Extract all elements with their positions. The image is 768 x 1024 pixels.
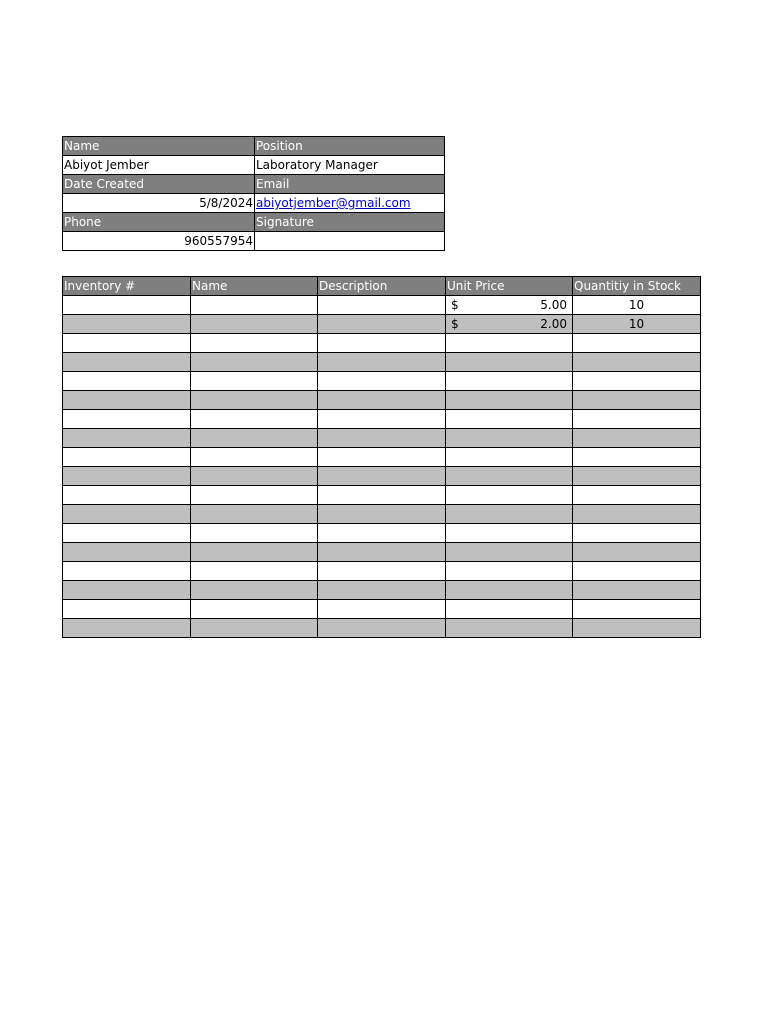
header-name: Name xyxy=(191,277,318,296)
table-row xyxy=(63,581,701,600)
item-name-cell[interactable] xyxy=(191,372,318,391)
description-cell[interactable] xyxy=(318,429,446,448)
quantity-in-stock-cell[interactable] xyxy=(573,581,701,600)
inventory-body xyxy=(63,296,701,638)
table-row xyxy=(63,619,701,638)
inventory-header-row xyxy=(63,277,701,296)
item-name-cell[interactable] xyxy=(191,315,318,334)
unit-price-wrapper xyxy=(447,296,571,314)
header-quantity-in-stock: Quantitiy in Stock xyxy=(573,277,701,296)
description-cell[interactable] xyxy=(318,353,446,372)
header-unit-price: Unit Price xyxy=(446,277,573,296)
table-row xyxy=(63,429,701,448)
description-cell[interactable] xyxy=(318,296,446,315)
quantity-in-stock-cell[interactable] xyxy=(573,334,701,353)
inventory-number-cell[interactable] xyxy=(63,410,191,429)
item-name-cell[interactable] xyxy=(191,296,318,315)
inventory-number-cell[interactable] xyxy=(63,372,191,391)
description-cell[interactable] xyxy=(318,334,446,353)
date-created-label: Date Created xyxy=(63,175,255,194)
description-cell[interactable] xyxy=(318,448,446,467)
unit-price-cell[interactable] xyxy=(446,315,573,334)
description-cell[interactable] xyxy=(318,562,446,581)
table-row xyxy=(63,486,701,505)
unit-price-cell[interactable] xyxy=(446,334,573,353)
inventory-number-cell[interactable] xyxy=(63,562,191,581)
inventory-number-cell[interactable] xyxy=(63,505,191,524)
unit-price-cell[interactable] xyxy=(446,429,573,448)
quantity-in-stock-cell[interactable]: 10 xyxy=(573,315,701,334)
item-name-cell[interactable] xyxy=(191,524,318,543)
table-row xyxy=(63,562,701,581)
table-row xyxy=(63,410,701,429)
unit-price-cell[interactable] xyxy=(446,391,573,410)
quantity-in-stock-cell[interactable] xyxy=(573,372,701,391)
unit-price-cell[interactable] xyxy=(446,372,573,391)
quantity-in-stock-cell[interactable] xyxy=(573,429,701,448)
email-link[interactable]: abiyotjember@gmail.com xyxy=(256,196,411,210)
date-created-value[interactable]: 5/8/2024 xyxy=(63,194,255,213)
position-label: Position xyxy=(255,137,445,156)
quantity-in-stock-cell[interactable] xyxy=(573,524,701,543)
phone-label: Phone xyxy=(63,213,255,232)
inventory-number-cell[interactable] xyxy=(63,619,191,638)
inventory-number-cell[interactable] xyxy=(63,581,191,600)
quantity-in-stock-cell[interactable] xyxy=(573,448,701,467)
item-name-cell[interactable] xyxy=(191,334,318,353)
table-row xyxy=(63,524,701,543)
quantity-in-stock-cell[interactable] xyxy=(573,543,701,562)
unit-price-value: 5.00 xyxy=(540,298,567,312)
unit-price-cell[interactable] xyxy=(446,467,573,486)
quantity-in-stock-cell[interactable] xyxy=(573,600,701,619)
table-row xyxy=(63,543,701,562)
quantity-in-stock-cell[interactable] xyxy=(573,505,701,524)
unit-price-cell[interactable] xyxy=(446,600,573,619)
item-name-cell[interactable] xyxy=(191,619,318,638)
unit-price-cell[interactable] xyxy=(446,505,573,524)
inventory-number-cell[interactable] xyxy=(63,429,191,448)
inventory-table xyxy=(62,276,701,638)
quantity-in-stock-cell[interactable]: 10 xyxy=(573,296,701,315)
unit-price-cell[interactable] xyxy=(446,619,573,638)
quantity-in-stock-cell[interactable] xyxy=(573,467,701,486)
unit-price-cell[interactable] xyxy=(446,296,573,315)
table-row xyxy=(63,448,701,467)
table-row xyxy=(63,505,701,524)
inventory-number-cell[interactable] xyxy=(63,486,191,505)
unit-price-cell[interactable] xyxy=(446,410,573,429)
employee-info-table xyxy=(62,136,445,251)
table-row xyxy=(63,353,701,372)
unit-price-value: 2.00 xyxy=(540,317,567,331)
item-name-cell[interactable] xyxy=(191,543,318,562)
signature-label: Signature xyxy=(255,213,445,232)
quantity-in-stock-cell[interactable] xyxy=(573,562,701,581)
inventory-number-cell[interactable] xyxy=(63,334,191,353)
item-name-cell[interactable] xyxy=(191,486,318,505)
table-row xyxy=(63,315,701,334)
table-row xyxy=(63,296,701,315)
header-description: Description xyxy=(318,277,446,296)
inventory-number-cell[interactable] xyxy=(63,448,191,467)
unit-price-cell[interactable] xyxy=(446,448,573,467)
inventory-number-cell[interactable] xyxy=(63,391,191,410)
description-cell[interactable] xyxy=(318,619,446,638)
item-name-cell[interactable] xyxy=(191,391,318,410)
quantity-in-stock-cell[interactable] xyxy=(573,410,701,429)
name-value[interactable]: Abiyot Jember xyxy=(63,156,255,175)
inventory-number-cell[interactable] xyxy=(63,315,191,334)
name-label: Name xyxy=(63,137,255,156)
item-name-cell[interactable] xyxy=(191,581,318,600)
item-name-cell[interactable] xyxy=(191,410,318,429)
description-cell[interactable] xyxy=(318,505,446,524)
position-value[interactable]: Laboratory Manager xyxy=(255,156,445,175)
description-cell[interactable] xyxy=(318,581,446,600)
unit-price-cell[interactable] xyxy=(446,543,573,562)
unit-price-cell[interactable] xyxy=(446,581,573,600)
quantity-in-stock-cell[interactable] xyxy=(573,353,701,372)
table-row xyxy=(63,391,701,410)
description-cell[interactable] xyxy=(318,372,446,391)
inventory-number-cell[interactable] xyxy=(63,467,191,486)
phone-value[interactable]: 960557954 xyxy=(63,232,255,251)
currency-symbol: $ xyxy=(451,298,459,312)
description-cell[interactable] xyxy=(318,543,446,562)
unit-price-wrapper xyxy=(447,315,571,333)
currency-symbol: $ xyxy=(451,317,459,331)
item-name-cell[interactable] xyxy=(191,600,318,619)
signature-value[interactable] xyxy=(255,232,445,251)
inventory-number-cell[interactable] xyxy=(63,353,191,372)
item-name-cell[interactable] xyxy=(191,448,318,467)
description-cell[interactable] xyxy=(318,391,446,410)
table-row xyxy=(63,467,701,486)
email-label: Email xyxy=(255,175,445,194)
item-name-cell[interactable] xyxy=(191,467,318,486)
description-cell[interactable] xyxy=(318,600,446,619)
description-cell[interactable] xyxy=(318,410,446,429)
quantity-in-stock-cell[interactable] xyxy=(573,391,701,410)
inventory-number-cell[interactable] xyxy=(63,600,191,619)
description-cell[interactable] xyxy=(318,315,446,334)
header-inventory-number: Inventory # xyxy=(63,277,191,296)
inventory-number-cell[interactable] xyxy=(63,543,191,562)
inventory-number-cell[interactable] xyxy=(63,296,191,315)
quantity-in-stock-cell[interactable] xyxy=(573,619,701,638)
table-row xyxy=(63,334,701,353)
unit-price-cell[interactable] xyxy=(446,353,573,372)
table-row xyxy=(63,600,701,619)
item-name-cell[interactable] xyxy=(191,505,318,524)
inventory-number-cell[interactable] xyxy=(63,524,191,543)
item-name-cell[interactable] xyxy=(191,353,318,372)
item-name-cell[interactable] xyxy=(191,562,318,581)
table-row xyxy=(63,372,701,391)
unit-price-cell[interactable] xyxy=(446,486,573,505)
unit-price-cell[interactable] xyxy=(446,562,573,581)
email-cell[interactable] xyxy=(255,194,445,213)
quantity-in-stock-cell[interactable] xyxy=(573,486,701,505)
description-cell[interactable] xyxy=(318,486,446,505)
description-cell[interactable] xyxy=(318,467,446,486)
description-cell[interactable] xyxy=(318,524,446,543)
item-name-cell[interactable] xyxy=(191,429,318,448)
unit-price-cell[interactable] xyxy=(446,524,573,543)
